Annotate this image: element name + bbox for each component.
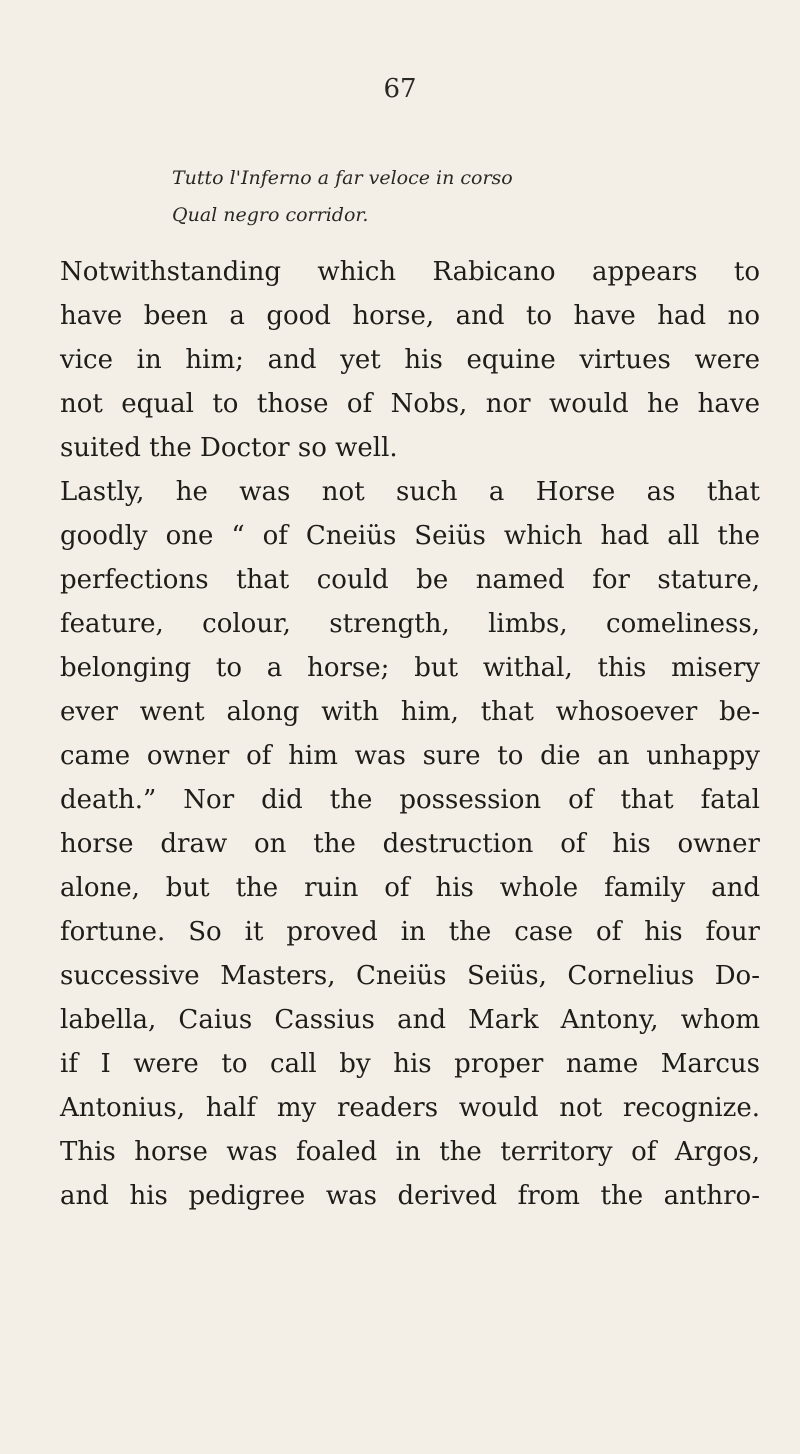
text-line: Antonius, half my readers would not recognize.	[60, 1093, 760, 1123]
text-line: not equal to those of Nobs, nor would he have	[60, 389, 760, 419]
epigraph	[172, 160, 513, 234]
text-line: have been a good horse, and to have had no	[60, 301, 760, 331]
text-line: feature, colour, strength, limbs, comeliness,	[60, 609, 760, 639]
text-line: horse draw on the destruction of his owner	[60, 829, 760, 859]
text-line: goodly one “ of Cneiüs Seiüs which had all the	[60, 521, 760, 551]
text-line: labella, Caius Cassius and Mark Antony, whom	[60, 1005, 760, 1035]
text-line: and his pedigree was derived from the anthro-	[60, 1181, 760, 1211]
text-line: belonging to a horse; but withal, this misery	[60, 653, 760, 683]
text-line: Notwithstanding which Rabicano appears to	[60, 257, 760, 287]
text-line: came owner of him was sure to die an unhappy	[60, 741, 760, 771]
body-text	[60, 250, 760, 1218]
text-line: suited the Doctor so well.	[60, 433, 398, 463]
text-line: perfections that could be named for stature,	[60, 565, 760, 595]
text-line: death.” Nor did the possession of that fatal	[60, 785, 760, 815]
text-line: alone, but the ruin of his whole family and	[60, 873, 760, 903]
text-line: This horse was foaled in the territory of Argos,	[60, 1137, 760, 1167]
page-number: 67	[383, 74, 417, 104]
text-line: if I were to call by his proper name Marcus	[60, 1049, 760, 1079]
text-line: ever went along with him, that whosoever be-	[60, 697, 760, 727]
text-line: fortune. So it proved in the case of his four	[60, 917, 760, 947]
text-line: vice in him; and yet his equine virtues were	[60, 345, 760, 375]
text-line: Lastly, he was not such a Horse as that	[60, 477, 760, 507]
epigraph-line: Qual negro corridor.	[172, 204, 369, 226]
text-line: successive Masters, Cneiüs Seiüs, Cornelius Do-	[60, 961, 760, 991]
epigraph-line: Tutto l'Inferno a far veloce in corso	[172, 167, 513, 189]
